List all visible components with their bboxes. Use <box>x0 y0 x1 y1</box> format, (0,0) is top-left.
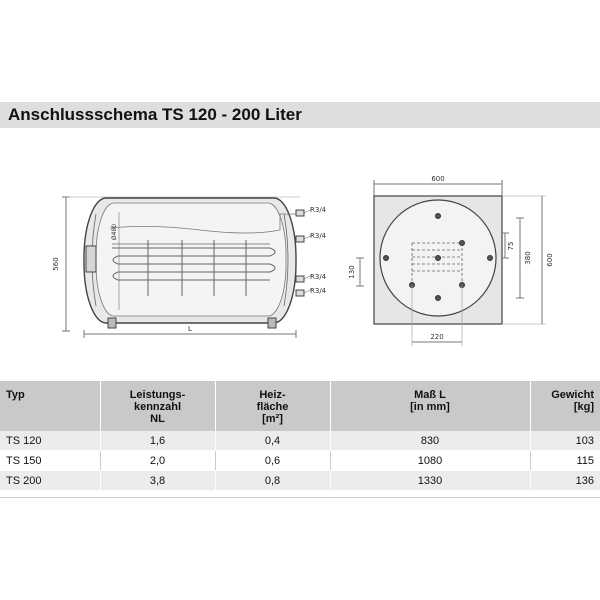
connection-label-1: R3/4 <box>310 206 327 214</box>
cell-nl: 1,6 <box>100 431 215 451</box>
front-left-label: 130 <box>348 265 356 279</box>
front-width-label: 600 <box>431 175 445 183</box>
foot <box>108 318 116 328</box>
front-inner-height-label: 380 <box>524 251 532 265</box>
spec-table <box>0 381 600 491</box>
header-leistungskennzahl: Leistungs- kennzahl NL <box>100 381 215 431</box>
header-heizflaeche: Heiz- fläche [m²] <box>215 381 330 431</box>
cell-typ: TS 200 <box>0 471 100 491</box>
table-header-row <box>0 381 600 431</box>
page-title: Anschlussschema TS 120 - 200 Liter <box>8 105 302 124</box>
table-row <box>0 471 600 491</box>
table-row <box>0 431 600 451</box>
front-offset-label: 75 <box>507 241 515 251</box>
cell-mass-l: 1330 <box>330 471 530 491</box>
cell-heizflaeche: 0,6 <box>215 451 330 471</box>
cell-mass-l: 1080 <box>330 451 530 471</box>
cell-gewicht: 103 <box>530 431 600 451</box>
side-length-label: L <box>188 325 192 333</box>
cell-nl: 3,8 <box>100 471 215 491</box>
divider <box>0 497 600 498</box>
header-gewicht: Gewicht [kg] <box>530 381 600 431</box>
side-diameter-label: Ø480 <box>111 223 118 241</box>
header-mass-l: Maß L [in mm] <box>330 381 530 431</box>
cell-gewicht: 136 <box>530 471 600 491</box>
side-height-label: 560 <box>52 257 60 271</box>
connection-label-4: R3/4 <box>310 287 327 295</box>
connection-label-2: R3/4 <box>310 232 327 240</box>
side-view <box>62 197 312 338</box>
cell-typ: TS 120 <box>0 431 100 451</box>
cell-mass-l: 830 <box>330 431 530 451</box>
front-height-label: 600 <box>546 253 554 267</box>
cell-heizflaeche: 0,8 <box>215 471 330 491</box>
front-view <box>356 180 546 346</box>
cell-typ: TS 150 <box>0 451 100 471</box>
cell-gewicht: 115 <box>530 451 600 471</box>
cell-heizflaeche: 0,4 <box>215 431 330 451</box>
table-row <box>0 451 600 471</box>
connection-stubs <box>296 210 304 296</box>
cell-nl: 2,0 <box>100 451 215 471</box>
header-typ: Typ <box>0 381 100 431</box>
foot <box>268 318 276 328</box>
connection-label-3: R3/4 <box>310 273 327 281</box>
front-bottom-label: 220 <box>430 333 444 341</box>
